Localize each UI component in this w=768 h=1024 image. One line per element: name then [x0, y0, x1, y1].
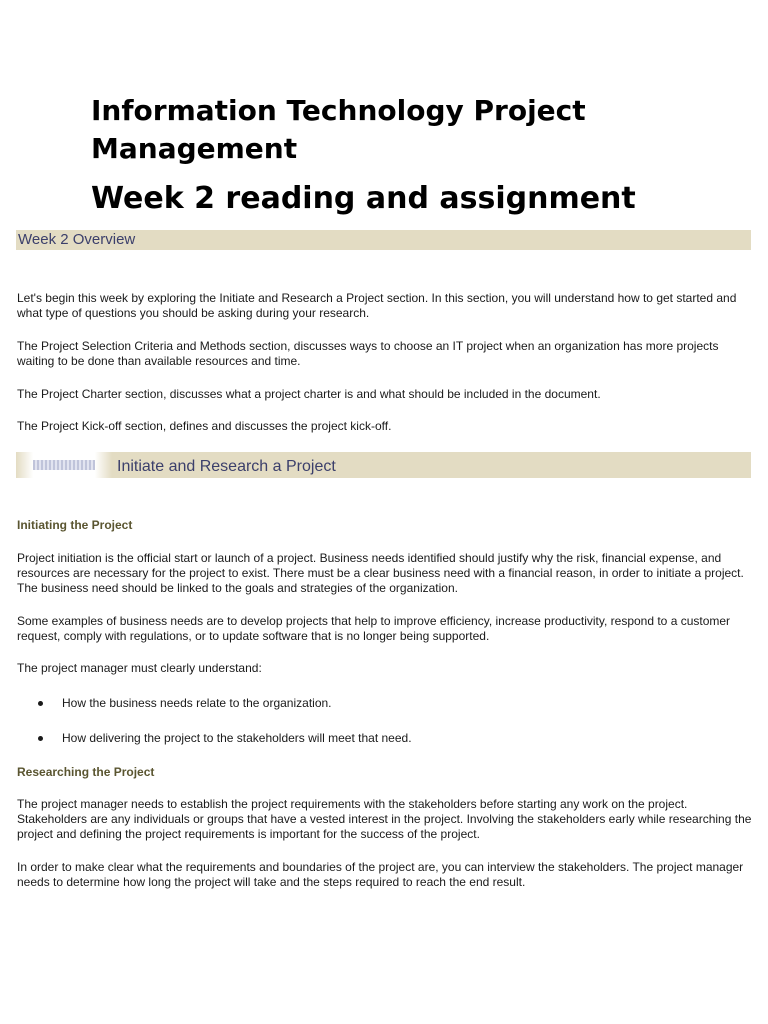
researching-paragraph: The project manager needs to establish the project requirements with the stakeholders before starting any work on the project. Stakeholders are any individuals or groups that have a vested interest in the project. Involving the stakeholders early while researching the project and defining the project requirements is important for the success of the project. — [17, 797, 752, 841]
initiating-paragraph: The project manager must clearly understand: — [17, 661, 262, 675]
document-title: Information Technology Project Management — [91, 94, 586, 165]
list-item-text: How the business needs relate to the organization. — [62, 696, 332, 710]
overview-heading: Week 2 Overview — [18, 231, 136, 248]
overview-paragraph: The Project Kick-off section, defines and discusses the project kick-off. — [17, 419, 392, 433]
overview-paragraph: The Project Selection Criteria and Methods section, discusses ways to choose an IT project when an organization has more projects waiting to be done than available resources and time. — [17, 339, 719, 368]
overview-paragraph: The Project Charter section, discusses what a project charter is and what should be included in the document. — [17, 387, 601, 401]
bullet-icon — [38, 736, 43, 741]
initiate-section-header — [16, 452, 751, 478]
initiating-paragraph: Some examples of business needs are to develop projects that help to improve efficiency, increase productivity, respond to a customer request, comply with regulations, or to update software that is no longer being supported. — [17, 614, 731, 643]
researching-subheading: Researching the Project — [17, 765, 155, 779]
initiate-heading: Initiate and Research a Project — [117, 458, 336, 475]
banner-stripes — [33, 460, 95, 470]
researching-paragraph: In order to make clear what the requirements and boundaries of the project are, you can interview the stakeholders. The project manager needs to determine how long the project will take and the steps required to reach the end result. — [17, 860, 744, 889]
bullet-icon — [38, 701, 43, 706]
document-subtitle: Week 2 reading and assignment — [91, 181, 636, 216]
overview-section-header — [16, 230, 751, 250]
overview-paragraph: Let's begin this week by exploring the Initiate and Research a Project section. In this section, you will understand how to get started and what type of questions you should be asking during your research. — [17, 291, 737, 320]
list-item-text: How delivering the project to the stakeholders will meet that need. — [62, 731, 412, 745]
initiating-subheading: Initiating the Project — [17, 518, 133, 532]
initiating-paragraph: Project initiation is the official start or launch of a project. Business needs identified should justify why the risk, financial expense, and resources are necessary for the project to exist. There must be a clear business need with a financial reason, in order to initiate a project. The business need should be linked to the goals and strategies of the organization. — [17, 551, 744, 595]
section-banner-graphic — [16, 452, 112, 478]
